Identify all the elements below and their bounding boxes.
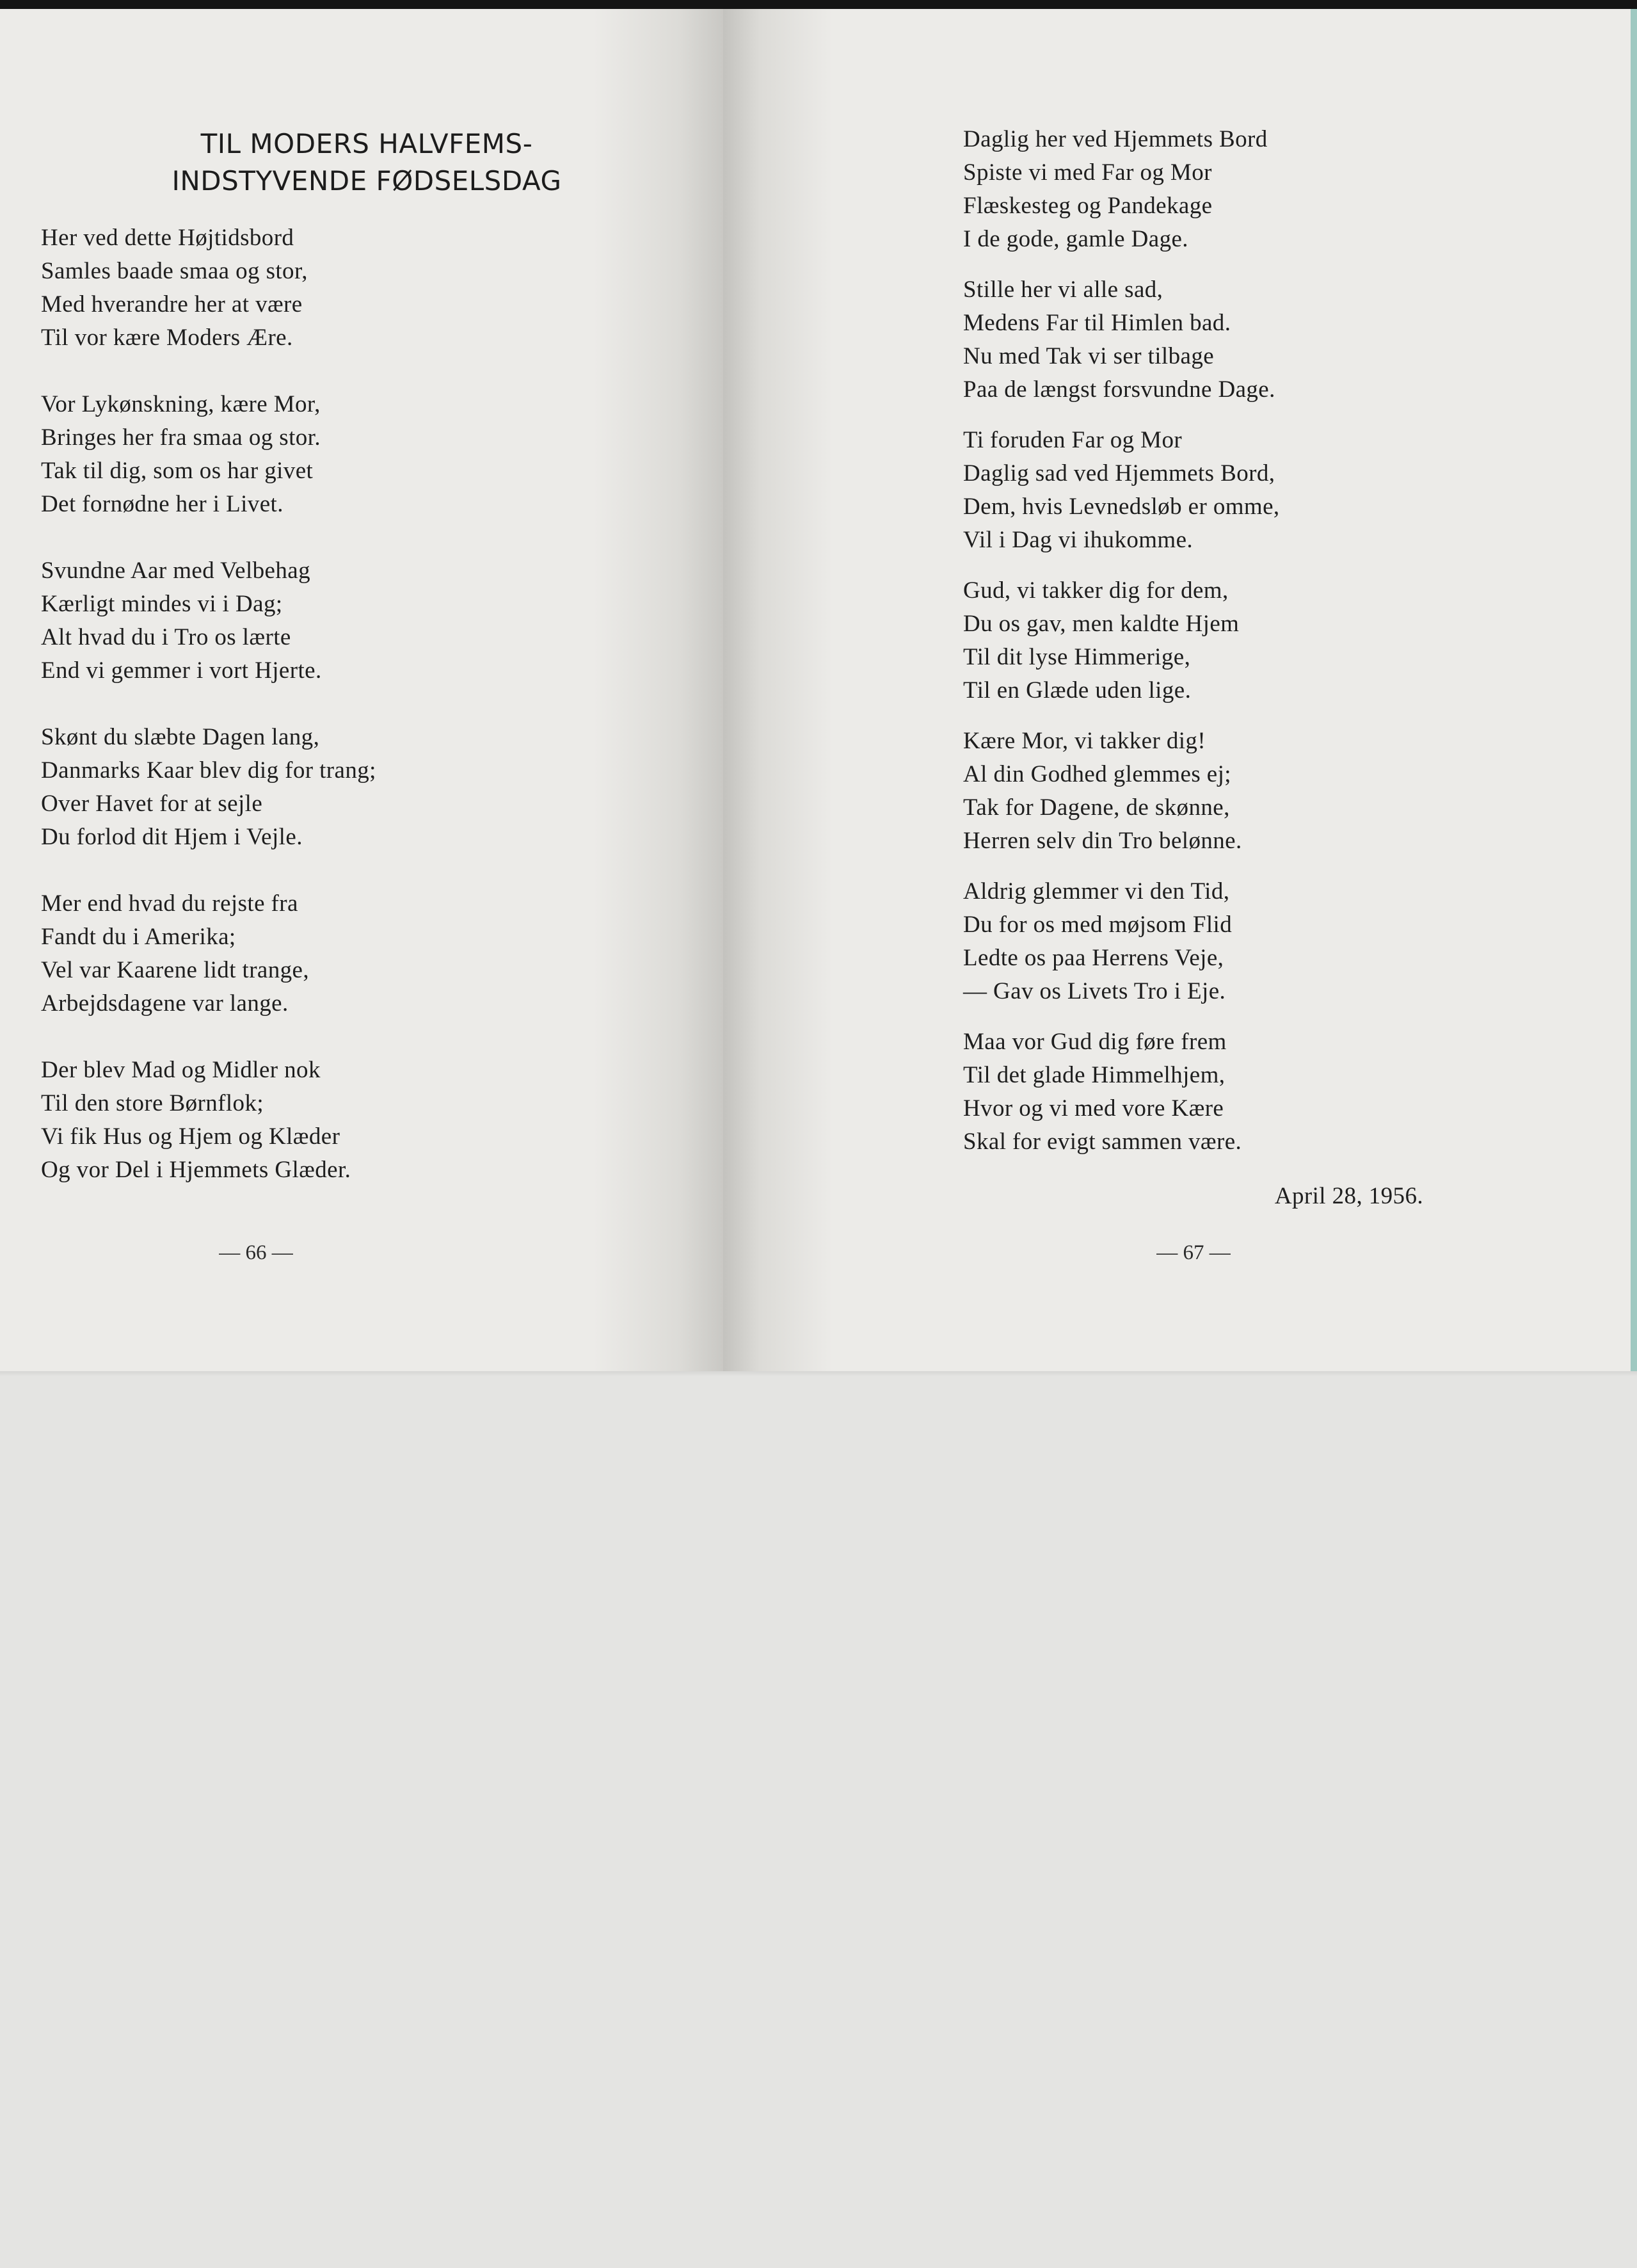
poem-date: April 28, 1956. [1274,1183,1423,1209]
stanza [41,388,700,521]
verse-line: Skønt du slæbte Dagen lang, [41,724,320,750]
verse-line: Nu med Tak vi ser tilbage [963,343,1215,369]
stanza [41,554,700,688]
verse-line: Tak til dig, som os har givet [41,458,314,484]
verse-line: Maa vor Gud dig føre frem [963,1029,1227,1055]
verse-line: Vor Lykønskning, kære Mor, [41,391,321,417]
stanza [963,574,1449,707]
stanza [963,1025,1449,1159]
page-number-left: — 66 — [219,1241,293,1264]
verse-line: Skal for evigt sammen være. [963,1129,1242,1155]
verse-line: Daglig sad ved Hjemmets Bord, [963,460,1275,487]
verse-line: Alt hvad du i Tro os lærte [41,624,291,650]
verse-line: Tak for Dagene, de skønne, [963,794,1230,821]
verse-line: I de gode, gamle Dage. [963,226,1188,252]
verse-line: Daglig her ved Hjemmets Bord [963,126,1268,152]
poem-title-line-2: INDSTYVENDE FØDSELSDAG [172,165,562,197]
verse-line: Spiste vi med Far og Mor [963,159,1212,186]
left-page [0,9,723,1371]
scan-top-edge [0,0,1637,9]
verse-line: Der blev Mad og Midler nok [41,1057,321,1083]
cover-edge [1631,9,1637,1371]
verse-line: Aldrig glemmer vi den Tid, [963,878,1230,905]
verse-line: Medens Far til Himlen bad. [963,310,1231,336]
verse-line: Over Havet for at sejle [41,791,263,817]
poem-title [37,125,696,200]
verse-line: Danmarks Kaar blev dig for trang; [41,757,376,784]
verse-line: Stille her vi alle sad, [963,277,1163,303]
verse-line: Det fornødne her i Livet. [41,491,283,517]
stanza [963,424,1449,557]
verse-line: Vil i Dag vi ihukomme. [963,527,1194,553]
verse-line: Kærligt mindes vi i Dag; [41,591,283,617]
spread-bottom-shadow [0,1371,1637,1376]
stanza [41,1054,700,1187]
page-number-right: — 67 — [1156,1241,1231,1264]
verse-line: Svundne Aar med Velbehag [41,558,310,584]
verse-line: — Gav os Livets Tro i Eje. [963,978,1226,1004]
verse-line: Gud, vi takker dig for dem, [963,577,1229,604]
verse-line: Arbejdsdagene var lange. [41,990,289,1017]
stanza [963,273,1449,406]
verse-line: Hvor og vi med vore Kære [963,1095,1224,1122]
verse-line: Flæskesteg og Pandekage [963,193,1213,219]
verse-line: Her ved dette Højtidsbord [41,225,294,251]
verse-line: Herren selv din Tro belønne. [963,828,1242,854]
book-spread [0,9,1637,1371]
verse-line: Du forlod dit Hjem i Vejle. [41,824,303,850]
verse-line: Vel var Kaarene lidt trange, [41,957,310,983]
verse-line: Mer end hvad du rejste fra [41,890,298,917]
verse-line: Al din Godhed glemmes ej; [963,761,1231,787]
stanza [963,123,1449,256]
stanza [41,721,700,854]
verse-line: Til vor kære Moders Ære. [41,325,293,351]
verse-line: Til dit lyse Himmerige, [963,644,1191,670]
verse-line: Til en Glæde uden lige. [963,677,1192,704]
verse-line: Samles baade smaa og stor, [41,258,308,284]
verse-line: End vi gemmer i vort Hjerte. [41,657,322,684]
verse-line: Bringes her fra smaa og stor. [41,424,321,451]
verse-line: Og vor Del i Hjemmets Glæder. [41,1157,351,1183]
stanza [41,887,700,1020]
verse-line: Ti foruden Far og Mor [963,427,1183,453]
stanza [963,875,1449,1008]
stanza [41,221,700,355]
poem-title-line-1: TIL MODERS HALVFEMS- [200,128,533,159]
right-poem-body [963,123,1449,1176]
verse-line: Kære Mor, vi takker dig! [963,728,1206,754]
verse-line: Vi fik Hus og Hjem og Klæder [41,1123,340,1150]
verse-line: Ledte os paa Herrens Veje, [963,945,1224,971]
stanza [963,725,1449,858]
verse-line: Til den store Børnflok; [41,1090,264,1116]
verse-line: Paa de længst forsvundne Dage. [963,376,1275,403]
verse-line: Du os gav, men kaldte Hjem [963,611,1240,637]
verse-line: Med hverandre her at være [41,291,303,318]
left-poem-body [41,221,700,1220]
verse-line: Fandt du i Amerika; [41,924,236,950]
verse-line: Dem, hvis Levnedsløb er omme, [963,494,1280,520]
verse-line: Til det glade Himmelhjem, [963,1062,1226,1088]
verse-line: Du for os med møjsom Flid [963,912,1233,938]
